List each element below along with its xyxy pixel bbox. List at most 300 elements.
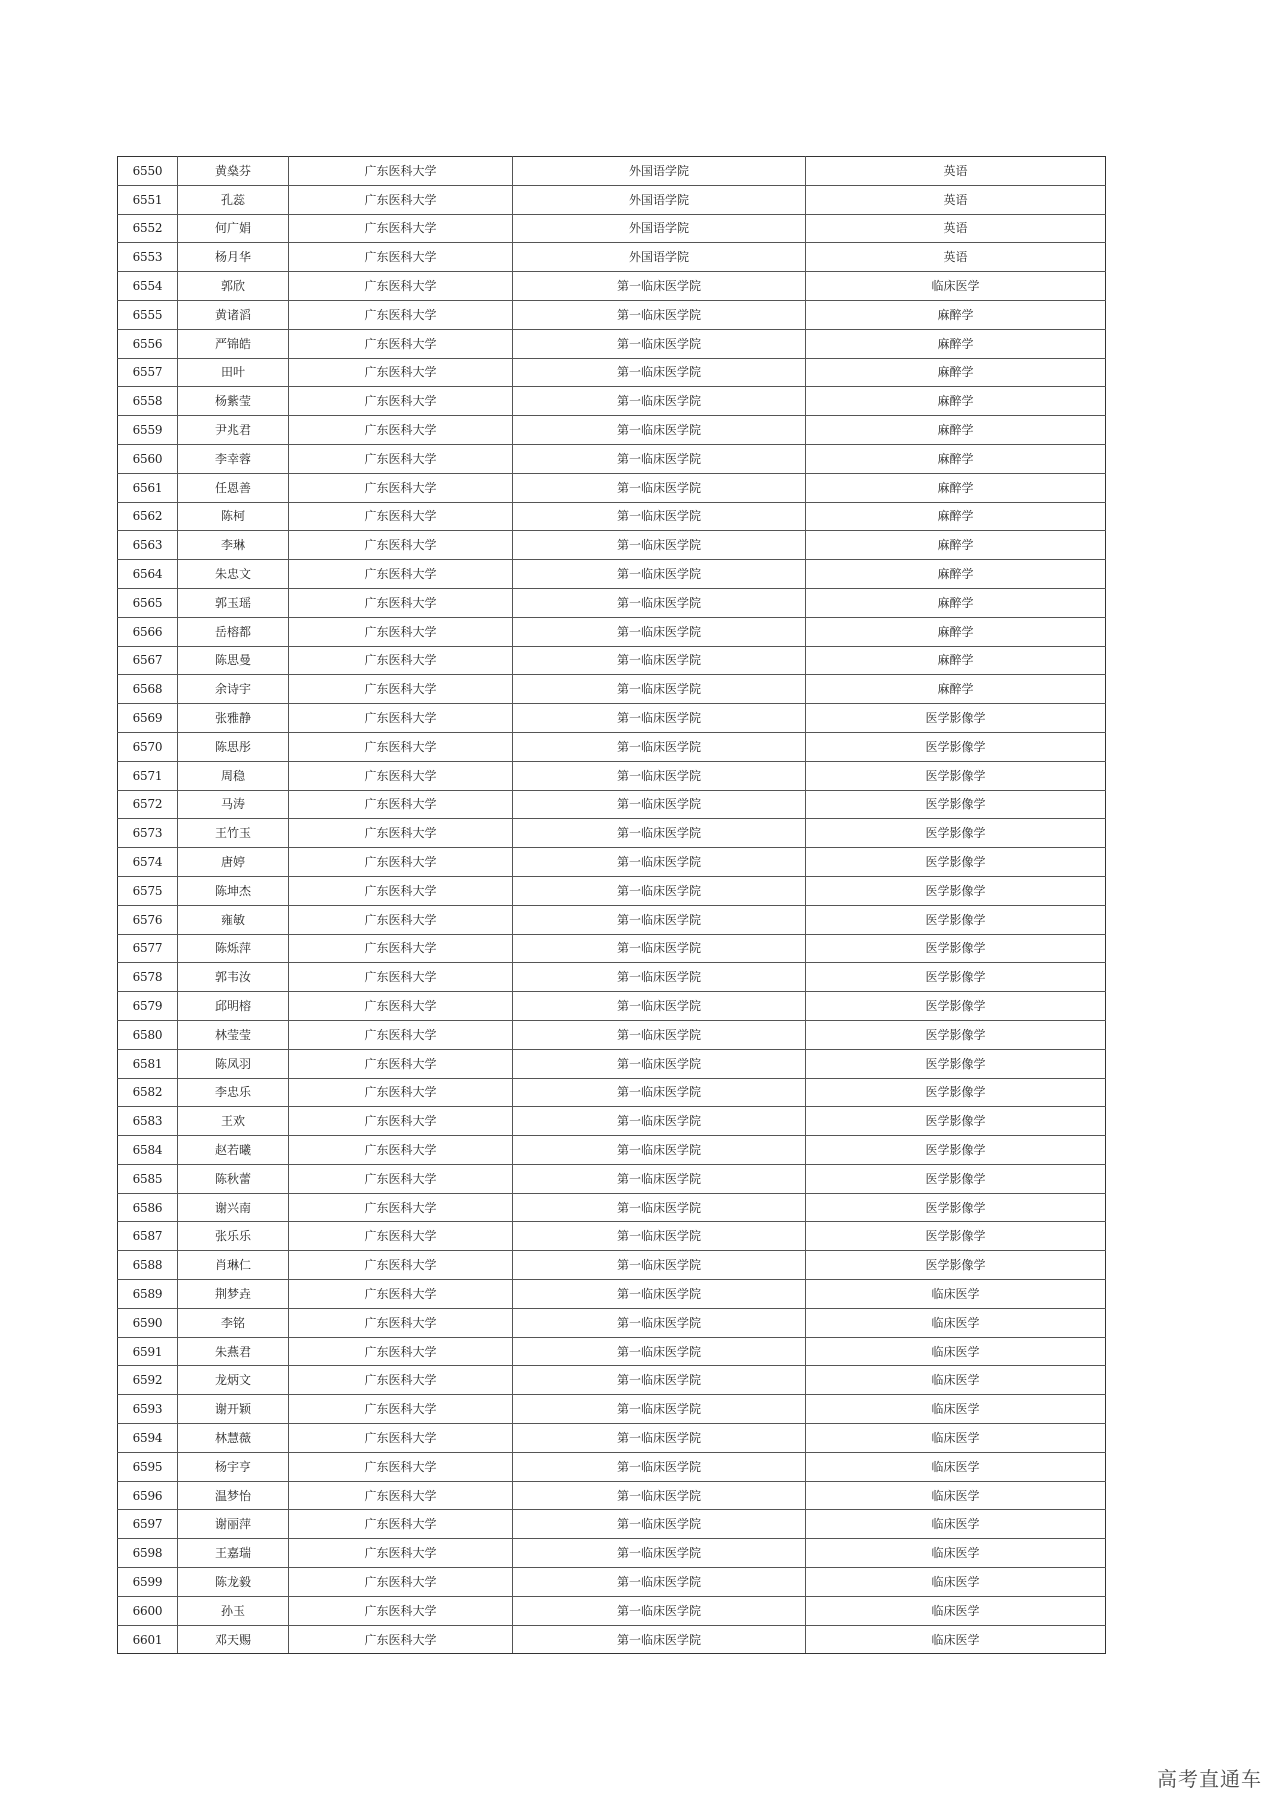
serial-number-cell: 6599: [118, 1568, 178, 1597]
student-name-cell: 林慧薇: [178, 1424, 289, 1453]
college-cell: 第一临床医学院: [513, 1424, 806, 1453]
student-roster-table: [117, 156, 1106, 1654]
college-cell: 第一临床医学院: [513, 1251, 806, 1280]
school-cell: 广东医科大学: [289, 790, 513, 819]
student-name-cell: 雍敏: [178, 905, 289, 934]
student-name-cell: 朱忠文: [178, 560, 289, 589]
table-row: [118, 1280, 1106, 1309]
table-row: [118, 531, 1106, 560]
school-cell: 广东医科大学: [289, 1107, 513, 1136]
serial-number-cell: 6596: [118, 1481, 178, 1510]
table-row: [118, 1078, 1106, 1107]
college-cell: 第一临床医学院: [513, 1510, 806, 1539]
serial-number-cell: 6562: [118, 502, 178, 531]
major-cell: 医学影像学: [806, 1251, 1106, 1280]
major-cell: 临床医学: [806, 1366, 1106, 1395]
student-name-cell: 陈秋蕾: [178, 1164, 289, 1193]
major-cell: 英语: [806, 157, 1106, 186]
table-row: [118, 502, 1106, 531]
student-name-cell: 谢开颖: [178, 1395, 289, 1424]
college-cell: 第一临床医学院: [513, 300, 806, 329]
school-cell: 广东医科大学: [289, 444, 513, 473]
major-cell: 麻醉学: [806, 675, 1106, 704]
college-cell: 第一临床医学院: [513, 1020, 806, 1049]
major-cell: 医学影像学: [806, 732, 1106, 761]
major-cell: 临床医学: [806, 1452, 1106, 1481]
table-row: [118, 617, 1106, 646]
table-row: [118, 992, 1106, 1021]
college-cell: 第一临床医学院: [513, 675, 806, 704]
table-row: [118, 473, 1106, 502]
school-cell: 广东医科大学: [289, 329, 513, 358]
student-name-cell: 严锦皓: [178, 329, 289, 358]
table-row: [118, 876, 1106, 905]
roster-table-body: [118, 157, 1106, 1654]
college-cell: 第一临床医学院: [513, 473, 806, 502]
table-row: [118, 934, 1106, 963]
table-row: [118, 1049, 1106, 1078]
serial-number-cell: 6580: [118, 1020, 178, 1049]
college-cell: 第一临床医学院: [513, 358, 806, 387]
student-name-cell: 邓天赐: [178, 1625, 289, 1654]
serial-number-cell: 6581: [118, 1049, 178, 1078]
serial-number-cell: 6588: [118, 1251, 178, 1280]
serial-number-cell: 6583: [118, 1107, 178, 1136]
serial-number-cell: 6552: [118, 214, 178, 243]
major-cell: 麻醉学: [806, 502, 1106, 531]
school-cell: 广东医科大学: [289, 876, 513, 905]
college-cell: 第一临床医学院: [513, 646, 806, 675]
table-row: [118, 1308, 1106, 1337]
table-row: [118, 1481, 1106, 1510]
table-row: [118, 358, 1106, 387]
college-cell: 第一临床医学院: [513, 588, 806, 617]
table-row: [118, 704, 1106, 733]
college-cell: 第一临床医学院: [513, 1395, 806, 1424]
major-cell: 临床医学: [806, 1424, 1106, 1453]
table-row: [118, 819, 1106, 848]
serial-number-cell: 6592: [118, 1366, 178, 1395]
student-name-cell: 温梦怡: [178, 1481, 289, 1510]
table-row: [118, 1510, 1106, 1539]
serial-number-cell: 6597: [118, 1510, 178, 1539]
college-cell: 第一临床医学院: [513, 1107, 806, 1136]
student-name-cell: 李忠乐: [178, 1078, 289, 1107]
major-cell: 麻醉学: [806, 473, 1106, 502]
college-cell: 第一临床医学院: [513, 761, 806, 790]
college-cell: 第一临床医学院: [513, 272, 806, 301]
school-cell: 广东医科大学: [289, 761, 513, 790]
major-cell: 英语: [806, 214, 1106, 243]
table-row: [118, 1337, 1106, 1366]
school-cell: 广东医科大学: [289, 300, 513, 329]
serial-number-cell: 6564: [118, 560, 178, 589]
college-cell: 第一临床医学院: [513, 934, 806, 963]
table-row: [118, 329, 1106, 358]
serial-number-cell: 6584: [118, 1136, 178, 1165]
school-cell: 广东医科大学: [289, 1625, 513, 1654]
student-name-cell: 尹兆君: [178, 416, 289, 445]
school-cell: 广东医科大学: [289, 1078, 513, 1107]
college-cell: 第一临床医学院: [513, 1337, 806, 1366]
serial-number-cell: 6576: [118, 905, 178, 934]
college-cell: 第一临床医学院: [513, 416, 806, 445]
table-row: [118, 1452, 1106, 1481]
serial-number-cell: 6556: [118, 329, 178, 358]
table-row: [118, 157, 1106, 186]
table-row: [118, 646, 1106, 675]
school-cell: 广东医科大学: [289, 387, 513, 416]
school-cell: 广东医科大学: [289, 1568, 513, 1597]
major-cell: 麻醉学: [806, 300, 1106, 329]
school-cell: 广东医科大学: [289, 963, 513, 992]
college-cell: 第一临床医学院: [513, 387, 806, 416]
serial-number-cell: 6585: [118, 1164, 178, 1193]
student-name-cell: 任恩善: [178, 473, 289, 502]
serial-number-cell: 6550: [118, 157, 178, 186]
serial-number-cell: 6554: [118, 272, 178, 301]
college-cell: 第一临床医学院: [513, 1625, 806, 1654]
table-row: [118, 1107, 1106, 1136]
major-cell: 临床医学: [806, 1596, 1106, 1625]
college-cell: 第一临床医学院: [513, 992, 806, 1021]
serial-number-cell: 6570: [118, 732, 178, 761]
serial-number-cell: 6598: [118, 1539, 178, 1568]
student-name-cell: 陈龙毅: [178, 1568, 289, 1597]
college-cell: 第一临床医学院: [513, 1308, 806, 1337]
school-cell: 广东医科大学: [289, 1164, 513, 1193]
major-cell: 医学影像学: [806, 704, 1106, 733]
school-cell: 广东医科大学: [289, 1395, 513, 1424]
major-cell: 临床医学: [806, 1625, 1106, 1654]
school-cell: 广东医科大学: [289, 1251, 513, 1280]
school-cell: 广东医科大学: [289, 646, 513, 675]
major-cell: 医学影像学: [806, 761, 1106, 790]
school-cell: 广东医科大学: [289, 185, 513, 214]
serial-number-cell: 6557: [118, 358, 178, 387]
table-row: [118, 761, 1106, 790]
school-cell: 广东医科大学: [289, 1280, 513, 1309]
school-cell: 广东医科大学: [289, 157, 513, 186]
table-row: [118, 272, 1106, 301]
table-row: [118, 1251, 1106, 1280]
major-cell: 医学影像学: [806, 1020, 1106, 1049]
student-name-cell: 唐婷: [178, 848, 289, 877]
table-row: [118, 1164, 1106, 1193]
major-cell: 麻醉学: [806, 358, 1106, 387]
major-cell: 医学影像学: [806, 1193, 1106, 1222]
major-cell: 医学影像学: [806, 1136, 1106, 1165]
serial-number-cell: 6594: [118, 1424, 178, 1453]
college-cell: 第一临床医学院: [513, 502, 806, 531]
college-cell: 第一临床医学院: [513, 848, 806, 877]
serial-number-cell: 6591: [118, 1337, 178, 1366]
college-cell: 第一临床医学院: [513, 963, 806, 992]
major-cell: 麻醉学: [806, 646, 1106, 675]
student-name-cell: 王欢: [178, 1107, 289, 1136]
student-name-cell: 岳榕都: [178, 617, 289, 646]
major-cell: 麻醉学: [806, 531, 1106, 560]
major-cell: 医学影像学: [806, 876, 1106, 905]
college-cell: 第一临床医学院: [513, 1366, 806, 1395]
table-row: [118, 963, 1106, 992]
school-cell: 广东医科大学: [289, 1020, 513, 1049]
school-cell: 广东医科大学: [289, 1596, 513, 1625]
student-name-cell: 张乐乐: [178, 1222, 289, 1251]
table-row: [118, 416, 1106, 445]
school-cell: 广东医科大学: [289, 588, 513, 617]
student-name-cell: 余诗宇: [178, 675, 289, 704]
table-row: [118, 1193, 1106, 1222]
school-cell: 广东医科大学: [289, 358, 513, 387]
school-cell: 广东医科大学: [289, 473, 513, 502]
school-cell: 广东医科大学: [289, 1193, 513, 1222]
school-cell: 广东医科大学: [289, 531, 513, 560]
major-cell: 麻醉学: [806, 560, 1106, 589]
student-name-cell: 李琳: [178, 531, 289, 560]
major-cell: 临床医学: [806, 1510, 1106, 1539]
student-name-cell: 郭韦汝: [178, 963, 289, 992]
student-name-cell: 黄诸滔: [178, 300, 289, 329]
table-row: [118, 588, 1106, 617]
table-row: [118, 1020, 1106, 1049]
student-name-cell: 马涛: [178, 790, 289, 819]
serial-number-cell: 6586: [118, 1193, 178, 1222]
school-cell: 广东医科大学: [289, 214, 513, 243]
college-cell: 外国语学院: [513, 214, 806, 243]
table-row: [118, 387, 1106, 416]
college-cell: 第一临床医学院: [513, 617, 806, 646]
student-name-cell: 陈思彤: [178, 732, 289, 761]
college-cell: 第一临床医学院: [513, 1596, 806, 1625]
student-name-cell: 肖琳仁: [178, 1251, 289, 1280]
college-cell: 第一临床医学院: [513, 1539, 806, 1568]
table-row: [118, 1596, 1106, 1625]
serial-number-cell: 6573: [118, 819, 178, 848]
student-name-cell: 谢丽萍: [178, 1510, 289, 1539]
student-name-cell: 杨宇亨: [178, 1452, 289, 1481]
student-name-cell: 杨紫莹: [178, 387, 289, 416]
serial-number-cell: 6574: [118, 848, 178, 877]
table-row: [118, 1568, 1106, 1597]
school-cell: 广东医科大学: [289, 1539, 513, 1568]
table-row: [118, 905, 1106, 934]
college-cell: 外国语学院: [513, 243, 806, 272]
major-cell: 临床医学: [806, 1395, 1106, 1424]
college-cell: 外国语学院: [513, 185, 806, 214]
school-cell: 广东医科大学: [289, 732, 513, 761]
student-name-cell: 李铭: [178, 1308, 289, 1337]
college-cell: 第一临床医学院: [513, 1078, 806, 1107]
college-cell: 第一临床医学院: [513, 560, 806, 589]
table-row: [118, 790, 1106, 819]
school-cell: 广东医科大学: [289, 1424, 513, 1453]
major-cell: 医学影像学: [806, 992, 1106, 1021]
serial-number-cell: 6560: [118, 444, 178, 473]
student-name-cell: 孔蕊: [178, 185, 289, 214]
student-name-cell: 邱明榕: [178, 992, 289, 1021]
student-name-cell: 陈烁萍: [178, 934, 289, 963]
college-cell: 第一临床医学院: [513, 1136, 806, 1165]
student-name-cell: 王嘉瑞: [178, 1539, 289, 1568]
major-cell: 临床医学: [806, 1337, 1106, 1366]
serial-number-cell: 6572: [118, 790, 178, 819]
major-cell: 麻醉学: [806, 588, 1106, 617]
major-cell: 英语: [806, 243, 1106, 272]
major-cell: 医学影像学: [806, 963, 1106, 992]
table-row: [118, 300, 1106, 329]
major-cell: 麻醉学: [806, 444, 1106, 473]
student-name-cell: 朱燕君: [178, 1337, 289, 1366]
serial-number-cell: 6578: [118, 963, 178, 992]
major-cell: 医学影像学: [806, 848, 1106, 877]
school-cell: 广东医科大学: [289, 416, 513, 445]
serial-number-cell: 6589: [118, 1280, 178, 1309]
college-cell: 第一临床医学院: [513, 444, 806, 473]
college-cell: 第一临床医学院: [513, 905, 806, 934]
student-name-cell: 荆梦垚: [178, 1280, 289, 1309]
student-name-cell: 田叶: [178, 358, 289, 387]
college-cell: 外国语学院: [513, 157, 806, 186]
student-name-cell: 陈柯: [178, 502, 289, 531]
serial-number-cell: 6595: [118, 1452, 178, 1481]
school-cell: 广东医科大学: [289, 704, 513, 733]
serial-number-cell: 6590: [118, 1308, 178, 1337]
serial-number-cell: 6575: [118, 876, 178, 905]
major-cell: 医学影像学: [806, 1222, 1106, 1251]
school-cell: 广东医科大学: [289, 1049, 513, 1078]
school-cell: 广东医科大学: [289, 243, 513, 272]
major-cell: 医学影像学: [806, 1078, 1106, 1107]
college-cell: 第一临床医学院: [513, 1568, 806, 1597]
major-cell: 临床医学: [806, 272, 1106, 301]
major-cell: 医学影像学: [806, 1049, 1106, 1078]
table-row: [118, 1539, 1106, 1568]
school-cell: 广东医科大学: [289, 272, 513, 301]
school-cell: 广东医科大学: [289, 905, 513, 934]
serial-number-cell: 6551: [118, 185, 178, 214]
serial-number-cell: 6553: [118, 243, 178, 272]
serial-number-cell: 6577: [118, 934, 178, 963]
major-cell: 麻醉学: [806, 617, 1106, 646]
school-cell: 广东医科大学: [289, 848, 513, 877]
serial-number-cell: 6561: [118, 473, 178, 502]
student-name-cell: 陈凤羽: [178, 1049, 289, 1078]
major-cell: 医学影像学: [806, 934, 1106, 963]
table-row: [118, 1222, 1106, 1251]
college-cell: 第一临床医学院: [513, 876, 806, 905]
school-cell: 广东医科大学: [289, 1136, 513, 1165]
major-cell: 临床医学: [806, 1280, 1106, 1309]
serial-number-cell: 6601: [118, 1625, 178, 1654]
college-cell: 第一临床医学院: [513, 790, 806, 819]
table-row: [118, 214, 1106, 243]
student-name-cell: 黄燊芬: [178, 157, 289, 186]
student-name-cell: 林莹莹: [178, 1020, 289, 1049]
table-row: [118, 444, 1106, 473]
serial-number-cell: 6555: [118, 300, 178, 329]
major-cell: 麻醉学: [806, 416, 1106, 445]
major-cell: 医学影像学: [806, 790, 1106, 819]
serial-number-cell: 6567: [118, 646, 178, 675]
college-cell: 第一临床医学院: [513, 1193, 806, 1222]
student-name-cell: 郭欣: [178, 272, 289, 301]
school-cell: 广东医科大学: [289, 1308, 513, 1337]
table-row: [118, 1395, 1106, 1424]
college-cell: 第一临床医学院: [513, 329, 806, 358]
college-cell: 第一临床医学院: [513, 819, 806, 848]
serial-number-cell: 6569: [118, 704, 178, 733]
table-row: [118, 732, 1106, 761]
table-row: [118, 675, 1106, 704]
college-cell: 第一临床医学院: [513, 732, 806, 761]
college-cell: 第一临床医学院: [513, 1280, 806, 1309]
school-cell: 广东医科大学: [289, 819, 513, 848]
serial-number-cell: 6593: [118, 1395, 178, 1424]
college-cell: 第一临床医学院: [513, 1164, 806, 1193]
school-cell: 广东医科大学: [289, 1510, 513, 1539]
serial-number-cell: 6559: [118, 416, 178, 445]
serial-number-cell: 6565: [118, 588, 178, 617]
school-cell: 广东医科大学: [289, 1366, 513, 1395]
school-cell: 广东医科大学: [289, 1222, 513, 1251]
school-cell: 广东医科大学: [289, 560, 513, 589]
watermark-text: 高考直通车: [1157, 1767, 1262, 1791]
student-name-cell: 王竹玉: [178, 819, 289, 848]
college-cell: 第一临床医学院: [513, 531, 806, 560]
table-row: [118, 1136, 1106, 1165]
school-cell: 广东医科大学: [289, 1337, 513, 1366]
table-row: [118, 185, 1106, 214]
major-cell: 英语: [806, 185, 1106, 214]
major-cell: 临床医学: [806, 1481, 1106, 1510]
college-cell: 第一临床医学院: [513, 1049, 806, 1078]
student-name-cell: 陈坤杰: [178, 876, 289, 905]
table-row: [118, 1625, 1106, 1654]
table-row: [118, 1424, 1106, 1453]
table-row: [118, 560, 1106, 589]
serial-number-cell: 6558: [118, 387, 178, 416]
major-cell: 麻醉学: [806, 329, 1106, 358]
serial-number-cell: 6582: [118, 1078, 178, 1107]
major-cell: 医学影像学: [806, 1107, 1106, 1136]
student-name-cell: 陈思曼: [178, 646, 289, 675]
college-cell: 第一临床医学院: [513, 1222, 806, 1251]
college-cell: 第一临床医学院: [513, 1481, 806, 1510]
school-cell: 广东医科大学: [289, 502, 513, 531]
major-cell: 临床医学: [806, 1539, 1106, 1568]
major-cell: 临床医学: [806, 1568, 1106, 1597]
major-cell: 医学影像学: [806, 905, 1106, 934]
school-cell: 广东医科大学: [289, 675, 513, 704]
school-cell: 广东医科大学: [289, 934, 513, 963]
table-row: [118, 1366, 1106, 1395]
serial-number-cell: 6600: [118, 1596, 178, 1625]
student-name-cell: 孙玉: [178, 1596, 289, 1625]
student-name-cell: 杨月华: [178, 243, 289, 272]
student-name-cell: 张雅静: [178, 704, 289, 733]
student-name-cell: 龙炳文: [178, 1366, 289, 1395]
table-row: [118, 848, 1106, 877]
college-cell: 第一临床医学院: [513, 1452, 806, 1481]
student-name-cell: 郭玉瑶: [178, 588, 289, 617]
major-cell: 医学影像学: [806, 819, 1106, 848]
serial-number-cell: 6579: [118, 992, 178, 1021]
serial-number-cell: 6571: [118, 761, 178, 790]
college-cell: 第一临床医学院: [513, 704, 806, 733]
school-cell: 广东医科大学: [289, 1481, 513, 1510]
table-row: [118, 243, 1106, 272]
